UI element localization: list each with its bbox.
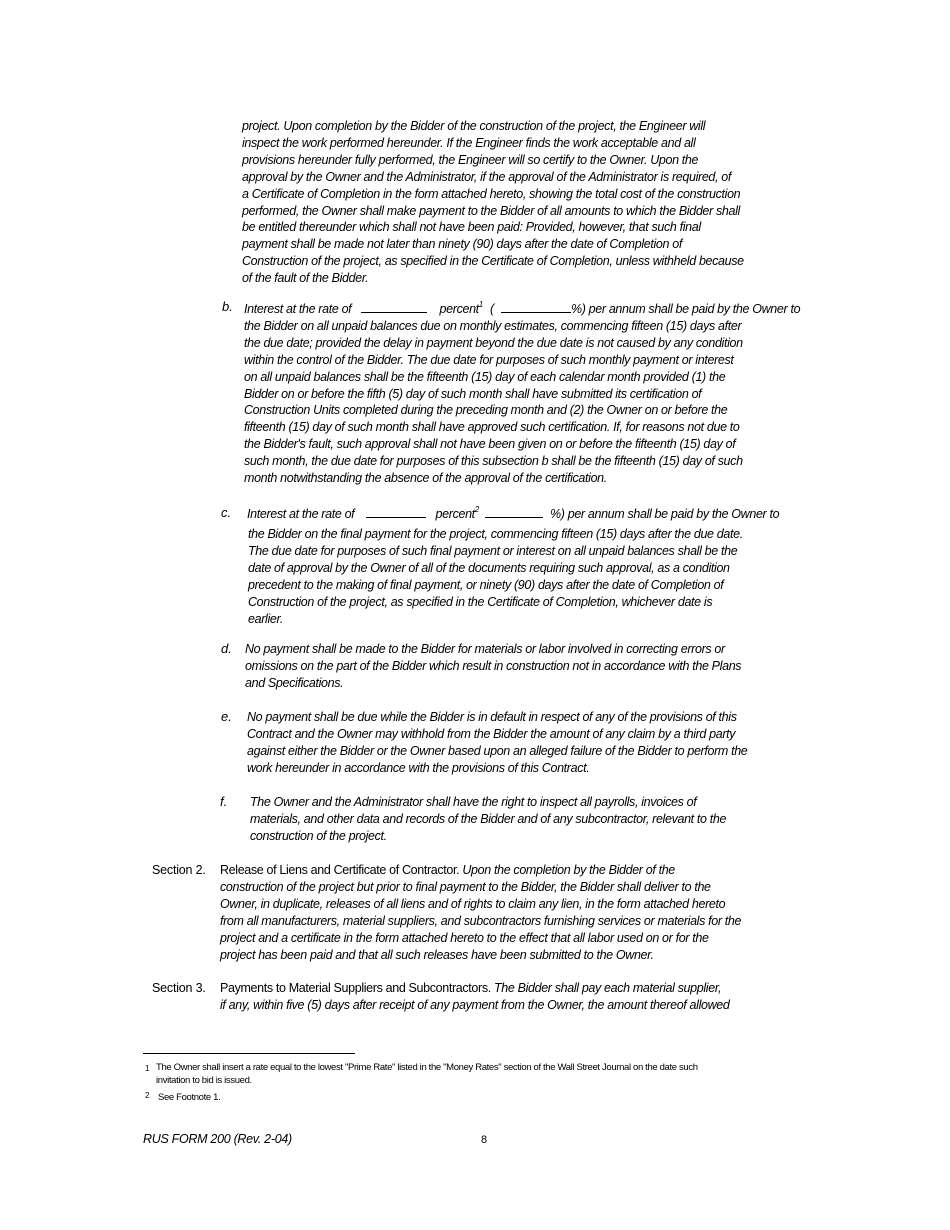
text-line: date of approval by the Owner of all of the documents requiring such approval, as a condition: [248, 560, 730, 575]
rate-label: Interest at the rate of: [247, 507, 355, 521]
text-line: such month, the due date for purposes of this subsection b shall be the fifteenth (15) day of such: [244, 454, 743, 469]
item-b-paragraph: [244, 300, 800, 487]
item-d-paragraph: [245, 641, 741, 692]
item-c-marker: c.: [221, 505, 232, 520]
text-line: precedent to the making of final payment, or ninety (90) days after the date of Completion of: [248, 577, 724, 592]
percent-word: percent: [439, 302, 479, 316]
text-line: Bidder on or before the fifth (5) day of such month shall have submitted its certification of: [244, 386, 702, 401]
text-line: omissions on the part of the Bidder which result in construction not in accordance with the Plans: [245, 658, 742, 673]
section-3-label: Section 3.: [152, 981, 206, 995]
rate-blank: [366, 505, 426, 518]
text-line: project has been paid and that all such releases have been submitted to the Owner.: [220, 947, 654, 962]
text-line: on all unpaid balances shall be the fifteenth (15) day of each calendar month provided (1) the: [244, 369, 726, 384]
footnote-line: invitation to bid is issued.: [156, 1074, 252, 1086]
text-line: the Bidder's fault, such approval shall not have been given on or before the fifteenth (15) day of: [244, 437, 736, 452]
text-line: a Certificate of Completion in the form attached hereto, showing the total cost of the construction: [242, 186, 741, 201]
text-line: if any, within five (5) days after receipt of any payment from the Owner, the amount thereof allowed: [220, 997, 730, 1012]
text-line: No payment shall be made to the Bidder for materials or labor involved in correcting errors or: [245, 642, 725, 656]
section-2-label: Section 2.: [152, 863, 206, 877]
percent-blank: [485, 505, 543, 518]
text-line: approval by the Owner and the Administrator, if the approval of the Administrator is required, of: [242, 169, 732, 184]
text-line: Construction of the project, as specified in the Certificate of Completion, whichever date is: [248, 594, 713, 609]
text-line: month notwithstanding the absence of the approval of the certification.: [244, 471, 607, 486]
text-line: fifteenth (15) day of such month shall have approved such certification. If, for reasons not due to: [244, 420, 740, 435]
footnote-ref: 2: [474, 505, 479, 514]
section-3-first-line: [220, 980, 729, 997]
section-2-first-line: [220, 862, 741, 879]
text-fragment: Upon the completion by the Bidder of the: [462, 863, 675, 877]
footnote-line: The Owner shall insert a rate equal to the lowest "Prime Rate" listed in the "Money Rates" section of the Wall Street Journal on the date such: [156, 1062, 698, 1073]
item-c-paragraph: [247, 505, 779, 523]
text-line: project and a certificate in the form attached hereto to the effect that all labor used on or for the: [220, 930, 709, 945]
text-line: be entitled thereunder which shall not have been paid: Provided, however, that such final: [242, 220, 701, 235]
item-f-marker: f.: [220, 794, 228, 809]
text-line: the Bidder on the final payment for the project, commencing fifteen (15) days after the due date.: [248, 527, 743, 541]
item-f-paragraph: [250, 794, 726, 845]
item-c-first-line: [247, 505, 779, 523]
section-3-paragraph: [220, 980, 729, 1014]
text-line: Construction Units completed during the preceding month and (2) the Owner on or before the: [244, 403, 728, 418]
footnote-number: 2: [145, 1091, 150, 1100]
item-d-marker: d.: [221, 641, 232, 656]
text-line: Owner, in duplicate, releases of all liens and of rights to claim any lien, in the form attached hereto: [220, 896, 726, 911]
text-line: work hereunder in accordance with the provisions of this Contract.: [247, 760, 590, 775]
text-line: of the fault of the Bidder.: [242, 271, 369, 286]
footnote-separator: [143, 1053, 355, 1054]
text-line: from all manufacturers, material suppliers, and subcontractors furnishing services or materials for the: [220, 913, 742, 928]
text-line: payment shall be made not later than ninety (90) days after the date of Completion of: [242, 237, 682, 252]
rate-label: Interest at the rate of: [244, 302, 352, 316]
text-fragment: The Bidder shall pay each material supplier,: [493, 981, 722, 995]
open-paren: (: [490, 302, 494, 316]
percent-word: percent: [435, 507, 475, 521]
text-line: provisions hereunder fully performed, the Engineer will so certify to the Owner. Upon the: [242, 152, 699, 167]
text-line: and Specifications.: [245, 675, 344, 690]
item-e-paragraph: [247, 709, 747, 777]
text-line: construction of the project.: [250, 828, 387, 843]
text-line: against either the Bidder or the Owner based upon an alleged failure of the Bidder to perform the: [247, 743, 748, 758]
text-line: inspect the work performed hereunder. If the Engineer finds the work acceptable and all: [242, 135, 696, 150]
item-b-first-line: [244, 300, 800, 318]
text-line: Construction of the project, as specified in the Certificate of Completion, unless withheld because: [242, 254, 744, 269]
text-line: the due date; provided the delay in payment beyond the due date is not caused by any condition: [244, 335, 743, 350]
rate-trailing-text: %) per annum shall be paid by the Owner to: [550, 507, 780, 521]
rate-trailing-text: %) per annum shall be paid by the Owner to: [570, 302, 801, 316]
item-e-marker: e.: [221, 709, 232, 724]
text-line: Contract and the Owner may withhold from the Bidder the amount of any claim by a third party: [247, 726, 736, 741]
text-line: project. Upon completion by the Bidder of the construction of the project, the Engineer will: [242, 119, 706, 133]
text-line: performed, the Owner shall make payment to the Bidder of all amounts to which the Bidder shall: [242, 203, 740, 218]
item-c-continuation: [248, 526, 743, 627]
section-2-paragraph: [220, 862, 741, 963]
text-line: earlier.: [248, 611, 283, 626]
footnote-line: See Footnote 1.: [158, 1092, 221, 1103]
rate-blank: [361, 300, 427, 313]
footnote-ref: 1: [478, 300, 483, 309]
text-line: No payment shall be due while the Bidder is in default in respect of any of the provisions of this: [247, 710, 737, 724]
item-b-marker: b.: [222, 299, 233, 314]
form-label: RUS FORM 200 (Rev. 2-04): [143, 1132, 292, 1146]
text-line: materials, and other data and records of the Bidder and of any subcontractor, relevant to the: [250, 811, 727, 826]
text-line: The due date for purposes of such final payment or interest on all unpaid balances shall be the: [248, 543, 738, 558]
footnote-1: [145, 1062, 845, 1087]
text-line: the Bidder on all unpaid balances due on monthly estimates, commencing fifteen (15) days after: [244, 318, 742, 333]
page-number: 8: [481, 1134, 488, 1146]
text-line: The Owner and the Administrator shall have the right to inspect all payrolls, invoices of: [250, 795, 697, 809]
footnote-2: [145, 1092, 445, 1105]
text-line: within the control of the Bidder. The due date for purposes of such monthly payment or interest: [244, 352, 734, 367]
text-line: construction of the project but prior to final payment to the Bidder, the Bidder shall deliver to the: [220, 879, 711, 894]
section-2-heading: Release of Liens and Certificate of Contractor.: [220, 863, 460, 877]
intro-paragraph: [242, 118, 744, 287]
section-3-heading: Payments to Material Suppliers and Subcontractors.: [220, 981, 491, 995]
percent-blank: [501, 300, 571, 313]
footnote-number: 1: [145, 1064, 150, 1073]
